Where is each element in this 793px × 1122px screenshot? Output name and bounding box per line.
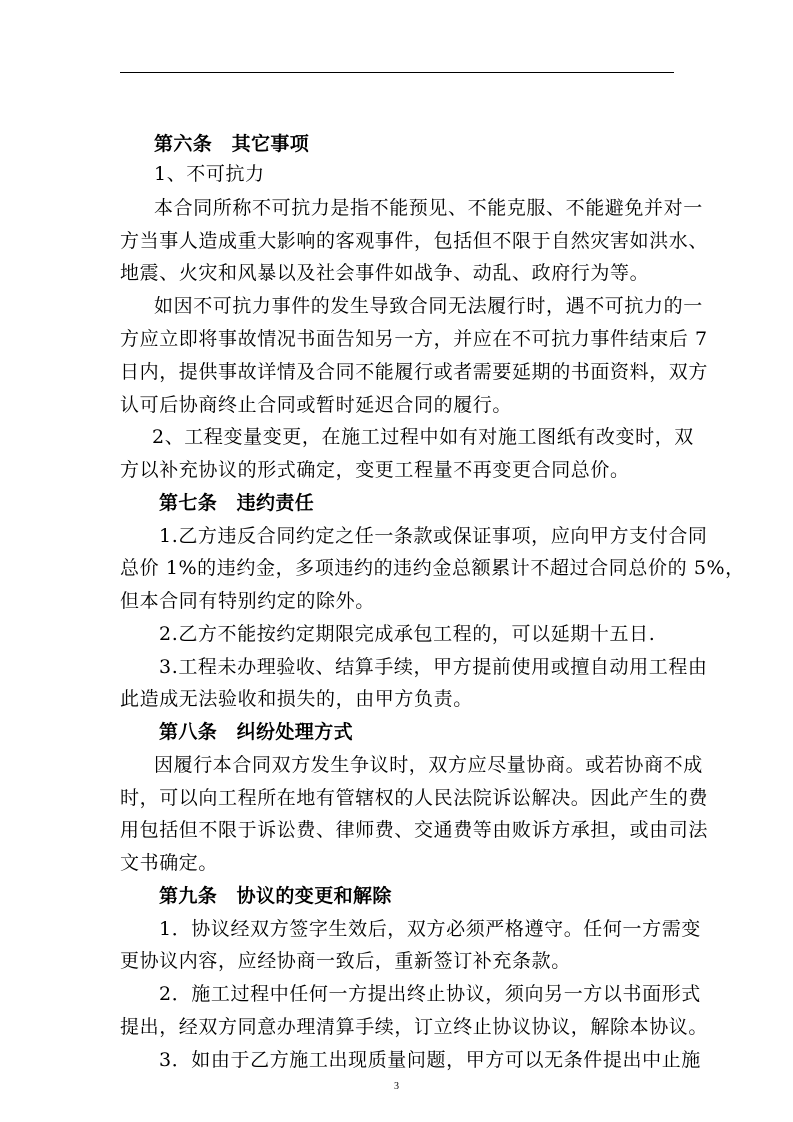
- article-6-heading: 第六条 其它事项: [154, 133, 310, 155]
- article-9-heading: 第九条 协议的变更和解除: [159, 885, 392, 907]
- paragraph-line: 3．如由于乙方施工出现质量问题，甲方可以无条件提出中止施: [159, 1049, 701, 1071]
- paragraph-line: 日内，提供事故详情及合同不能履行或者需要延期的书面资料，双方: [120, 361, 709, 383]
- paragraph-line: 更协议内容，应经协商一致后，重新签订补充条款。: [120, 950, 571, 972]
- paragraph-line: 总价 1%的违约金，多项违约的违约金总额累计不超过合同总价的 5%，: [120, 557, 745, 579]
- page-number: 3: [394, 1081, 399, 1092]
- header-rule: [120, 72, 674, 73]
- paragraph-line: 时，可以向工程所在地有管辖权的人民法院诉讼解决。因此产生的费: [120, 787, 709, 809]
- paragraph-line: 用包括但不限于诉讼费、律师费、交通费等由败诉方承担，或由司法: [120, 819, 709, 841]
- paragraph-line: 文书确定。: [120, 852, 219, 874]
- paragraph-line: 2、工程变量变更，在施工过程中如有对施工图纸有改变时，双: [152, 426, 694, 448]
- paragraph-line: 2．施工过程中任何一方提出终止协议，须向另一方以书面形式: [159, 983, 701, 1005]
- clause-title: 1、不可抗力: [154, 163, 265, 185]
- paragraph-line: 此造成无法验收和损失的，由甲方负责。: [120, 688, 473, 710]
- paragraph-line: 认可后协商终止合同或暂时延迟合同的履行。: [120, 394, 513, 416]
- paragraph-line: 方当事人造成重大影响的客观事件，包括但不限于自然灾害如洪水、: [120, 230, 709, 252]
- paragraph-line: 如因不可抗力事件的发生导致合同无法履行时，遇不可抗力的一: [154, 295, 703, 317]
- paragraph-line: 2.乙方不能按约定期限完成承包工程的，可以延期十五日.: [159, 623, 656, 645]
- paragraph-line: 1．协议经双方签字生效后，双方必须严格遵守。任何一方需变: [159, 918, 701, 940]
- paragraph-line: 1.乙方违反合同约定之任一条款或保证事项，应向甲方支付合同: [159, 525, 708, 547]
- paragraph-line: 提出，经双方同意办理清算手续，订立终止协议协议，解除本协议。: [120, 1016, 709, 1038]
- paragraph-line: 但本合同有特别约定的除外。: [120, 590, 375, 612]
- paragraph-line: 因履行本合同双方发生争议时，双方应尽量协商。或若协商不成: [154, 754, 703, 776]
- article-8-heading: 第八条 纠纷处理方式: [159, 721, 354, 743]
- paragraph-line: 方应立即将事故情况书面告知另一方，并应在不可抗力事件结束后 7: [120, 328, 708, 350]
- article-7-heading: 第七条 违约责任: [159, 492, 315, 514]
- paragraph-line: 3.工程未办理验收、结算手续，甲方提前使用或擅自动用工程由: [159, 656, 708, 678]
- paragraph-line: 地震、火灾和风暴以及社会事件如战争、动乱、政府行为等。: [120, 262, 650, 284]
- paragraph-line: 本合同所称不可抗力是指不能预见、不能克服、不能避免并对一: [154, 197, 703, 219]
- paragraph-line: 方以补充协议的形式确定，变更工程量不再变更合同总价。: [120, 459, 630, 481]
